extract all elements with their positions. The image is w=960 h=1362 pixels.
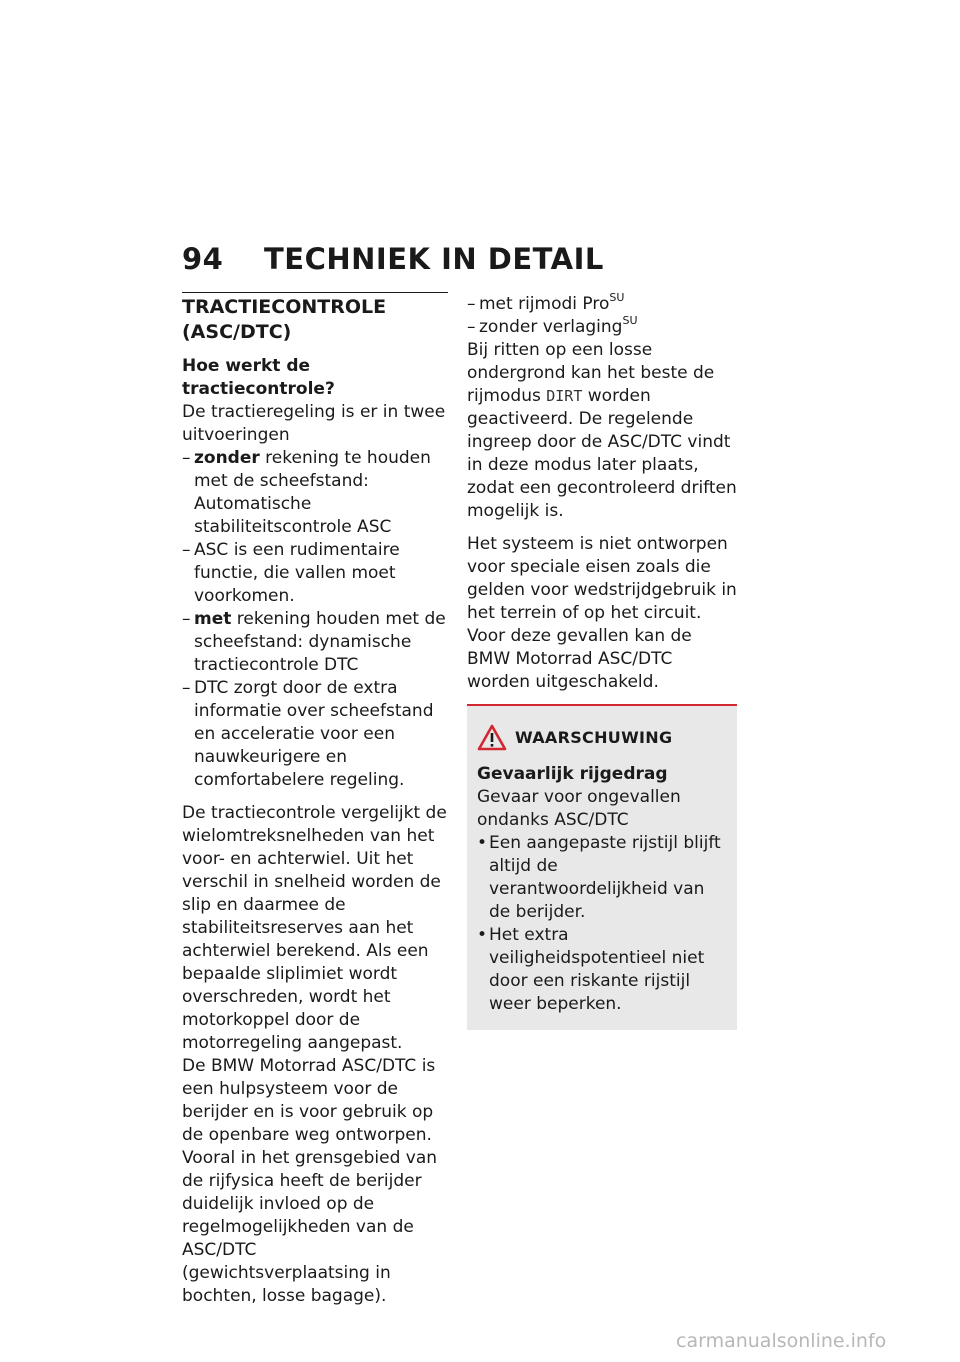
page-number: 94 <box>182 242 224 276</box>
section-subheading: Hoe werkt de tractiecontrole? <box>182 356 335 399</box>
warning-label: WAARSCHUWING <box>515 728 673 747</box>
list-item: • Een aangepaste rijstijl blijft altijd de verantwoordelijkheid van de berijder. <box>477 832 727 924</box>
warning-text: Gevaar voor ongevallen ondanks ASC/DTC <box>477 787 681 830</box>
warning-list <box>477 832 727 1016</box>
page-header <box>182 242 604 276</box>
list-item: – met rekening houden met de scheefstand: dynamische tractiecontrole DTC <box>182 608 448 677</box>
body-paragraph: De BMW Motorrad ASC/DTC is een hulpsysteem voor de berijder en is voor gebruik op de openbare weg ontworpen. Vooral in het grensgebied van de rijfysica heeft de berijder duidelijk invloed op de regelmogelijkheden van de ASC/DTC (gewichtsverplaatsing in bochten, losse bagage). <box>182 1056 438 1306</box>
list-item: – met rijmodi Pro$^{SU}$ <box>467 293 737 316</box>
list-item: – ASC is een rudimentaire functie, die vallen moet voorkomen. <box>182 539 448 608</box>
chapter-title: TECHNIEK IN DETAIL <box>264 242 604 276</box>
intro-text: De tractieregeling is er in twee uitvoeringen <box>182 402 446 445</box>
list-item: – zonder verlaging$^{SU}$ <box>467 316 737 339</box>
list-item: – DTC zorgt door de extra informatie over scheefstand en acceleratie voor een nauwkeurigere en comfortabelere regeling. <box>182 677 448 792</box>
body-paragraph: Het systeem is niet ontworpen voor speciale eisen zoals die gelden voor wedstrijdgebruik in het terrein of op het circuit. Voor deze gevallen kan de BMW Motorrad ASC/DTC worden uitgeschakeld. <box>467 534 737 692</box>
watermark: carmanualsonline.info <box>676 1330 887 1352</box>
body-paragraph: De tractiecontrole vergelijkt de wielomtreksnelheden van het voor- en achterwiel. Uit het verschil in snelheid worden de slip en daarmee de stabiliteitsreserves aan het achterwiel berekend. Als een bepaalde sliplimiet wordt overschreden, wordt het motorkoppel door de motorregeling aangepast. <box>182 803 447 1053</box>
right-column <box>467 293 737 1030</box>
condition-list <box>467 293 737 339</box>
warning-title <box>477 724 727 751</box>
list-item: • Het extra veiligheidspotentieel niet door een riskante rijstijl weer beperken. <box>477 924 727 1016</box>
body-paragraph: Bij ritten op een losse ondergrond kan het beste de rijmodus DIRT worden geactiveerd. De regelende ingreep door de ASC/DTC vindt in deze modus later plaats, zodat een gecontroleerd driften mogelijk is. <box>467 340 737 521</box>
warning-heading: Gevaarlijk rijgedrag <box>477 764 668 784</box>
list-item: – zonder rekening te houden met de scheefstand: Automatische stabiliteitscontrole ASC <box>182 447 448 539</box>
riding-mode-label: DIRT <box>546 387 583 405</box>
warning-triangle-icon <box>477 724 507 751</box>
section-title: TRACTIECONTROLE (ASC/DTC) <box>182 296 387 343</box>
superscript: SU <box>609 291 625 304</box>
left-column <box>182 292 448 1318</box>
superscript: SU <box>622 314 638 327</box>
warning-box <box>467 704 737 1030</box>
variant-list <box>182 447 448 792</box>
